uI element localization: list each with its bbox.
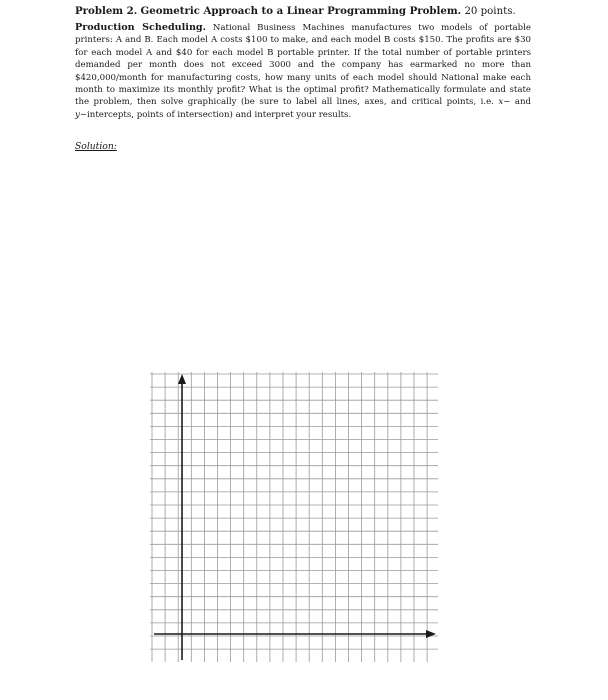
problem-heading [75, 4, 545, 19]
grid-canvas[interactable] [150, 372, 438, 662]
problem-text-main: National Business Machines manufactures two models of portable printers: A and B. Each model A costs $100 to make, and each model B costs $150. The profits are $30 for each model A and $40 for each model B portable printer. If the total number of portable printers demanded per month does not exceed 3000 and the company has earmarked no more than $420,000/month for manufacturing costs, how many units of each model should National make each month to maximize its monthly profit? What is the optimal profit? Mathematically formulate and state the problem, then solve graphically (be sure to label all lines, axes, and critical points, i.e. [75, 23, 532, 108]
problem-text-end: −intercepts, points of intersection) and interpret your results. [79, 109, 352, 120]
graph-paper[interactable] [150, 372, 438, 662]
problem-lead: Production Scheduling. [75, 22, 206, 33]
grid-lines [150, 372, 438, 662]
math-var-y: y [75, 109, 80, 120]
problem-points: 20 points. [464, 6, 516, 17]
problem-title: Geometric Approach to a Linear Programming Problem. [140, 5, 462, 17]
math-var-x: x [498, 97, 504, 108]
problem-number: Problem 2. [75, 5, 138, 17]
problem-text-and: − and [503, 97, 532, 108]
y-axis-arrow-icon [178, 374, 186, 384]
problem-statement [75, 22, 531, 121]
solution-label: Solution: [75, 141, 117, 152]
x-axis-arrow-icon [426, 630, 436, 638]
